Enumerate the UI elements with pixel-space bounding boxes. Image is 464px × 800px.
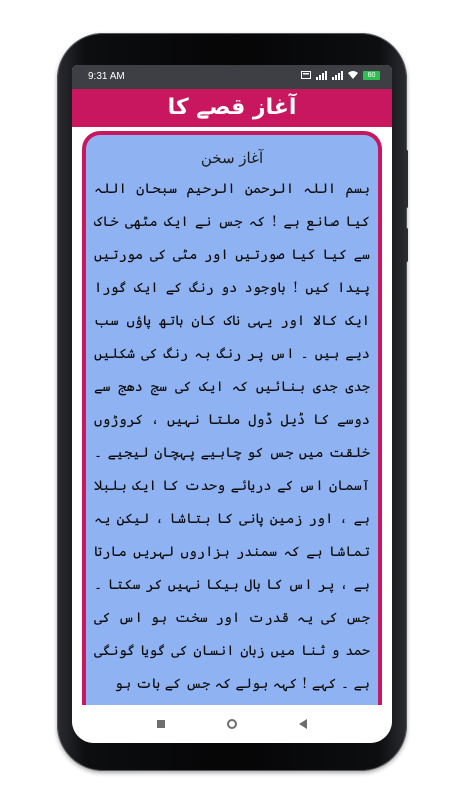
status-bar (72, 65, 392, 89)
battery-icon (363, 71, 380, 80)
status-time: 9:31 AM (88, 71, 125, 82)
volume-button (405, 150, 408, 208)
notification-icon (301, 70, 311, 80)
signal-icon (332, 70, 343, 80)
power-button (405, 228, 408, 262)
article-body: بسم اللہ الرحمن الرحیم سبحان اللہ کیا صانع ہے ! کہ جس نے ایک مٹھی خاک سے کیا کیا صورتیں اور مٹی کی مورتیں پیدا کیں ! باوجود دو رنگ کے ایک گورا ایک کالا اور یہی ناک کان ہاتھ پاؤں سب دیے ہیں ۔ اس پر رنگ بہ رنگ کی شکلیں جدی جدی بنائیں کہ ایک کی سج دھج سے دوسے کا ڈیل ڈول ملتا نہیں ، کروڑوں خلقت میں جس کو چاہیے پہچان لیجیے ۔ آسمان اس کے دریائے وحدت کا ایک بلبلا ہے ، اور زمین پانی کا بتاشا ، لیکن یہ تماشا ہے کہ سمندر ہزاروں لہریں مارتا ہے ، پر اس کا بال بیکا نہیں کر سکتا ۔ جس کی یہ قدرت اور سخت ہو اس کی حمد و ثنا میں زبان انسان کی گویا گونگی ہے ۔ کہے ! کہہ بولے کہ جس کے بات ہو (94, 181, 370, 692)
status-icons (301, 70, 380, 80)
back-icon[interactable] (299, 719, 307, 729)
story-card[interactable] (82, 131, 382, 711)
signal-icon (316, 70, 327, 80)
recents-icon[interactable] (157, 720, 165, 728)
battery-level: 60 (367, 72, 376, 79)
system-nav-bar (72, 705, 392, 743)
phone-screen (72, 65, 392, 743)
app-bar (72, 89, 392, 127)
home-icon[interactable] (227, 719, 237, 729)
app-title: آغاز قصے کا (167, 95, 297, 120)
wifi-icon (348, 70, 358, 80)
article-heading: آغاز سخن (200, 149, 264, 167)
content-area[interactable] (72, 127, 392, 705)
